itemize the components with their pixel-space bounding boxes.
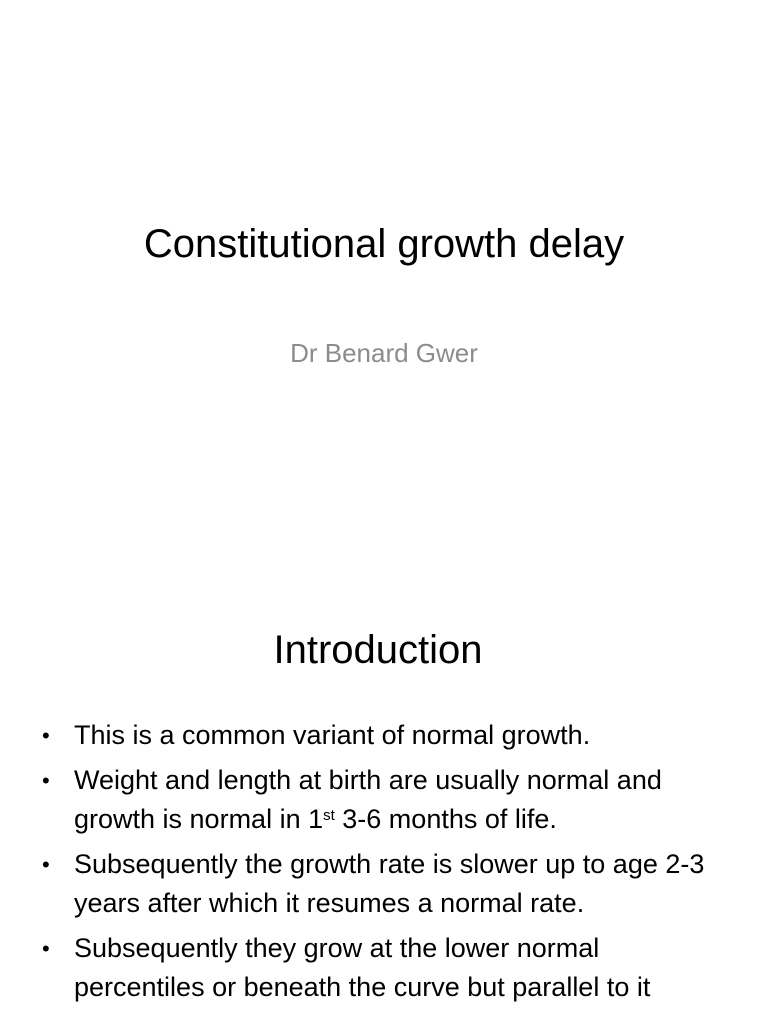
bullet-icon: • <box>42 723 50 748</box>
bullet-text-start: Weight and length at birth are usually normal and growth is normal in 1 <box>74 765 662 834</box>
bullet-item <box>42 716 732 755</box>
bullet-list <box>42 716 732 1013</box>
bullet-text: Subsequently the growth rate is slower up to age 2-3 years after which it resumes a normal rate. <box>74 849 705 918</box>
bullet-item <box>42 929 732 1007</box>
bullet-icon: • <box>42 852 50 877</box>
slide-subtitle: Dr Benard Gwer <box>290 338 478 368</box>
slide-title: Constitutional growth delay <box>143 222 625 266</box>
bullet-item <box>42 845 732 923</box>
bullet-text-end: 3-6 months of life. <box>334 804 557 834</box>
ordinal-superscript: st <box>323 807 335 824</box>
introduction-slide <box>0 576 768 1024</box>
slide-heading: Introduction <box>273 628 483 672</box>
bullet-icon: • <box>42 768 50 793</box>
bullet-item <box>42 761 732 839</box>
bullet-text: Subsequently they grow at the lower normal percentiles or beneath the curve but parallel to it <box>74 933 651 1002</box>
bullet-icon: • <box>42 936 50 961</box>
bullet-text: This is a common variant of normal growth. <box>74 720 591 750</box>
